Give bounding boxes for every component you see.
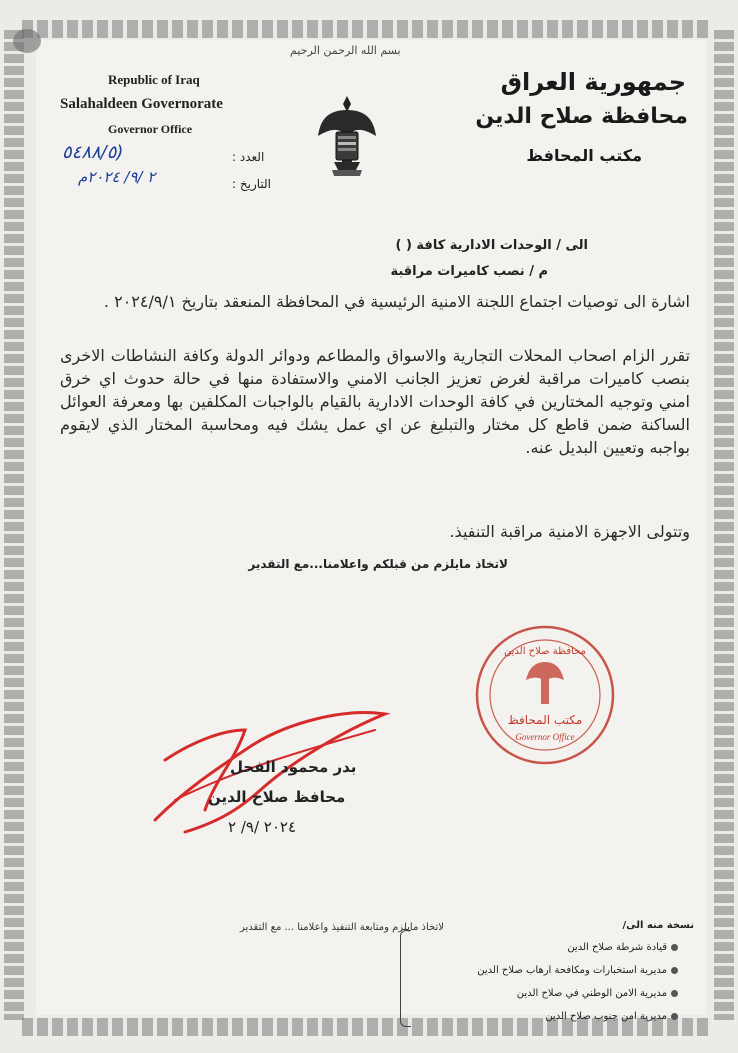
paragraph-security: وتتولى الاجهزة الامنية مراقبة التنفيذ. <box>449 522 690 541</box>
copies-bracket <box>400 930 411 1027</box>
signature-date: ٢٠٢٤ /٩/ ٢ <box>228 818 297 836</box>
subject-line: م / نصب كاميرات مراقبة <box>390 264 548 279</box>
number-value: (٥٤٨٨/٥ <box>62 142 124 163</box>
header-governorate-ar: محافظة صلاح الدين <box>475 104 688 129</box>
header-office-en: Governor Office <box>108 122 193 136</box>
date-value: ٢ /٩/ ٢٠٢٤م <box>78 168 156 186</box>
list-item: مديرية امن جنوب صلاح الدين <box>477 1005 678 1028</box>
stamp-text-ar: محافظة صلاح الدين <box>504 646 586 657</box>
corner-seal-icon <box>10 26 44 56</box>
list-item: قيادة شرطة صلاح الدين <box>477 936 678 959</box>
header-governorate-en: Salahaldeen Governorate <box>60 96 223 112</box>
governor-office-stamp <box>470 620 620 770</box>
header-country-en: Republic of Iraq <box>108 72 200 87</box>
paragraph-reference: اشارة الى توصيات اجتماع اللجنة الامنية الرئيسية في المحافظة المنعقد بتاريخ ٢٠٢٤/٩/١ . <box>103 292 690 311</box>
copies-note: لاتخاذ مايلزم ومتابعة التنفيذ واعلامنا ... مع التقدير <box>240 922 444 933</box>
list-item: مديرية استخبارات ومكافحة ارهاب صلاح الدين <box>477 959 678 982</box>
recipient-line: الى / الوحدات الادارية كافة ( ) <box>395 238 588 253</box>
signatory-name: بدر محمود الفحل <box>230 758 357 776</box>
header-office-ar: مكتب المحافظ <box>526 146 642 165</box>
bullet-icon <box>671 967 678 974</box>
left-border <box>4 30 24 1020</box>
right-border <box>714 30 734 1020</box>
stamp-text-ar2: مكتب المحافظ <box>507 713 583 727</box>
signatory-title: محافظ صلاح الدين <box>208 788 346 806</box>
iraq-eagle-emblem-icon <box>316 92 378 178</box>
stamp-text-en: Governor Office <box>515 732 575 742</box>
copies-title: نسخة منه الى/ <box>622 920 694 931</box>
bullet-icon <box>671 944 678 951</box>
list-item: مديرية الامن الوطني في صلاح الدين <box>477 982 678 1005</box>
number-label: العدد : <box>232 150 265 164</box>
copies-list <box>477 936 678 1028</box>
bullet-icon <box>671 990 678 997</box>
header-country-ar: جمهورية العراق <box>500 68 686 96</box>
bismillah: بسم الله الرحمن الرحيم <box>290 44 401 57</box>
date-label: التاريخ : <box>232 177 272 191</box>
bullet-icon <box>671 1013 678 1020</box>
top-border <box>22 20 712 38</box>
paragraph-decision: تقرر الزام اصحاب المحلات التجارية والاسواق والمطاعم ودوائر الدولة وكافة النشاطات الاخرى بنصب كاميرات مراقبة لغرض تعزيز الجانب الامني والاستفادة منها في حالة حدوث اي خرق امني وتوجيه المختارين في كافة الوحدات الادارية بالقيام بالواجبات المكلفين بها ومعرفة العوائل الساكنة ضمن قاطع كل مختار والتبليغ عن اي عمل يشك فيه ومحاسبة المختار الذي لايقوم بواجبه وتعيين البديل عنه. <box>60 346 690 457</box>
closing-line: لاتخاذ مايلزم من قبلكم واعلامنا...مع التقدير <box>248 557 508 571</box>
